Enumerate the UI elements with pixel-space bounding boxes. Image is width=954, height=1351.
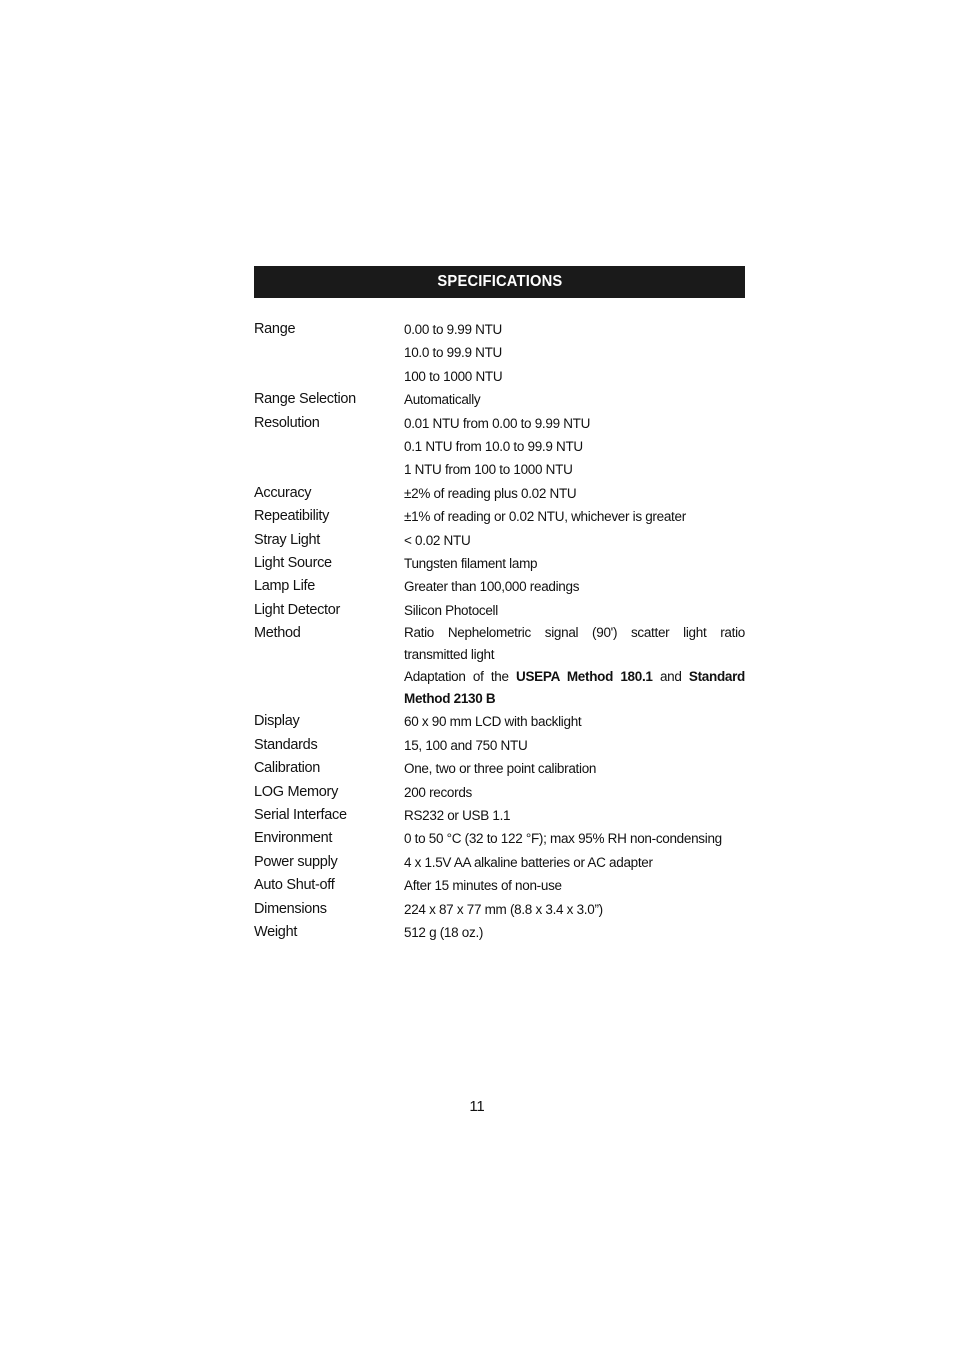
spec-row-log-memory <box>254 781 745 804</box>
spec-row-light-source <box>254 552 745 575</box>
standard-method-reference: Standard Method 2130 B <box>404 669 745 706</box>
spec-values <box>404 388 745 411</box>
spec-row-lamp-life <box>254 575 745 598</box>
spec-row-auto-shut-off <box>254 874 745 897</box>
spec-label: Standards <box>254 736 318 753</box>
spec-value: 0 to 50 °C (32 to 122 °F); max 95% RH non-condensing <box>404 831 722 847</box>
spec-label: Light Source <box>254 555 332 572</box>
spec-value: 224 x 87 x 77 mm (8.8 x 3.4 x 3.0”) <box>404 901 603 917</box>
spec-label: Accuracy <box>254 484 312 501</box>
spec-values <box>404 874 745 897</box>
spec-label: Display <box>254 713 300 730</box>
spec-label: LOG Memory <box>254 783 339 800</box>
spec-row-dimensions <box>254 898 745 921</box>
spec-row-calibration <box>254 757 745 780</box>
section-title: SPECIFICATIONS <box>436 273 562 290</box>
spec-value: After 15 minutes of non-use <box>404 878 562 894</box>
spec-label: Power supply <box>254 853 338 870</box>
spec-values <box>404 827 745 850</box>
spec-values <box>404 851 745 874</box>
spec-value: Silicon Photocell <box>404 602 498 618</box>
spec-value-method-adaptation <box>404 666 745 710</box>
spec-label: Dimensions <box>254 900 327 917</box>
spec-values <box>404 575 745 598</box>
spec-values <box>404 898 745 921</box>
spec-label: Repeatibility <box>254 508 330 525</box>
page-number: 11 <box>469 1098 485 1115</box>
spec-value: 0.00 to 9.99 NTU <box>404 322 503 337</box>
spec-value: < 0.02 NTU <box>404 532 471 548</box>
spec-value: Greater than 100,000 readings <box>404 579 580 595</box>
spec-row-range <box>254 318 745 388</box>
spec-row-repeatibility <box>254 505 745 528</box>
spec-label: Method <box>254 625 301 642</box>
spec-label: Weight <box>254 923 298 940</box>
spec-value: Tungsten filament lamp <box>404 556 538 572</box>
spec-value: 4 x 1.5V AA alkaline batteries or AC adapter <box>404 854 653 870</box>
usepa-method-reference: USEPA Method 180.1 <box>516 669 653 685</box>
spec-table <box>254 318 745 944</box>
spec-value: One, two or three point calibration <box>404 761 597 777</box>
spec-value: Ratio Nephelometric signal (90') scatter light ratio transmitted light <box>404 625 745 662</box>
spec-label: Range <box>254 321 296 337</box>
spec-values <box>404 482 745 505</box>
method-conjunction: and <box>652 669 689 685</box>
spec-values <box>404 599 745 622</box>
spec-value: 60 x 90 mm LCD with backlight <box>404 714 582 730</box>
spec-row-light-detector <box>254 599 745 622</box>
spec-label: Stray Light <box>254 531 321 548</box>
spec-value: 15, 100 and 750 NTU <box>404 737 528 753</box>
spec-value: ±2% of reading plus 0.02 NTU <box>404 485 577 501</box>
spec-values <box>404 622 745 710</box>
spec-row-accuracy <box>254 482 745 505</box>
spec-label: Lamp Life <box>254 578 315 595</box>
spec-row-serial-interface <box>254 804 745 827</box>
spec-label: Calibration <box>254 760 321 777</box>
spec-values <box>404 552 745 575</box>
method-prefix: Adaptation of the <box>404 669 517 685</box>
spec-label: Serial Interface <box>254 806 347 823</box>
spec-row-resolution <box>254 412 745 482</box>
spec-value: 1 NTU from 100 to 1000 NTU <box>404 462 573 478</box>
spec-values <box>404 318 745 388</box>
spec-label: Range Selection <box>254 391 356 408</box>
spec-value: 0.1 NTU from 10.0 to 99.9 NTU <box>404 439 583 455</box>
spec-values <box>404 921 745 944</box>
spec-value: 512 g (18 oz.) <box>404 924 484 940</box>
spec-values <box>404 529 745 552</box>
section-header-bar <box>254 266 745 298</box>
spec-value: ±1% of reading or 0.02 NTU, whichever is greater <box>404 509 686 525</box>
specifications-section <box>254 266 745 944</box>
spec-row-environment <box>254 827 745 850</box>
spec-value: 200 records <box>404 784 472 800</box>
spec-value: RS232 or USB 1.1 <box>404 807 511 823</box>
spec-row-range-selection <box>254 388 745 411</box>
spec-label: Environment <box>254 830 333 847</box>
spec-values <box>404 734 745 757</box>
spec-value: 0.01 NTU from 0.00 to 9.99 NTU <box>404 415 591 431</box>
spec-values <box>404 781 745 804</box>
spec-row-power-supply <box>254 851 745 874</box>
spec-value: 10.0 to 99.9 NTU <box>404 345 503 361</box>
spec-row-method <box>254 622 745 710</box>
spec-values <box>404 757 745 780</box>
spec-value: Automatically <box>404 392 481 408</box>
spec-row-display <box>254 710 745 733</box>
spec-label: Light Detector <box>254 601 341 618</box>
spec-values <box>404 412 745 482</box>
spec-values <box>404 804 745 827</box>
spec-values <box>404 505 745 528</box>
spec-row-weight <box>254 921 745 944</box>
spec-label: Auto Shut-off <box>254 877 335 894</box>
spec-value: 100 to 1000 NTU <box>404 368 503 384</box>
spec-row-stray-light <box>254 529 745 552</box>
spec-values <box>404 710 745 733</box>
spec-label: Resolution <box>254 414 320 431</box>
spec-row-standards <box>254 734 745 757</box>
